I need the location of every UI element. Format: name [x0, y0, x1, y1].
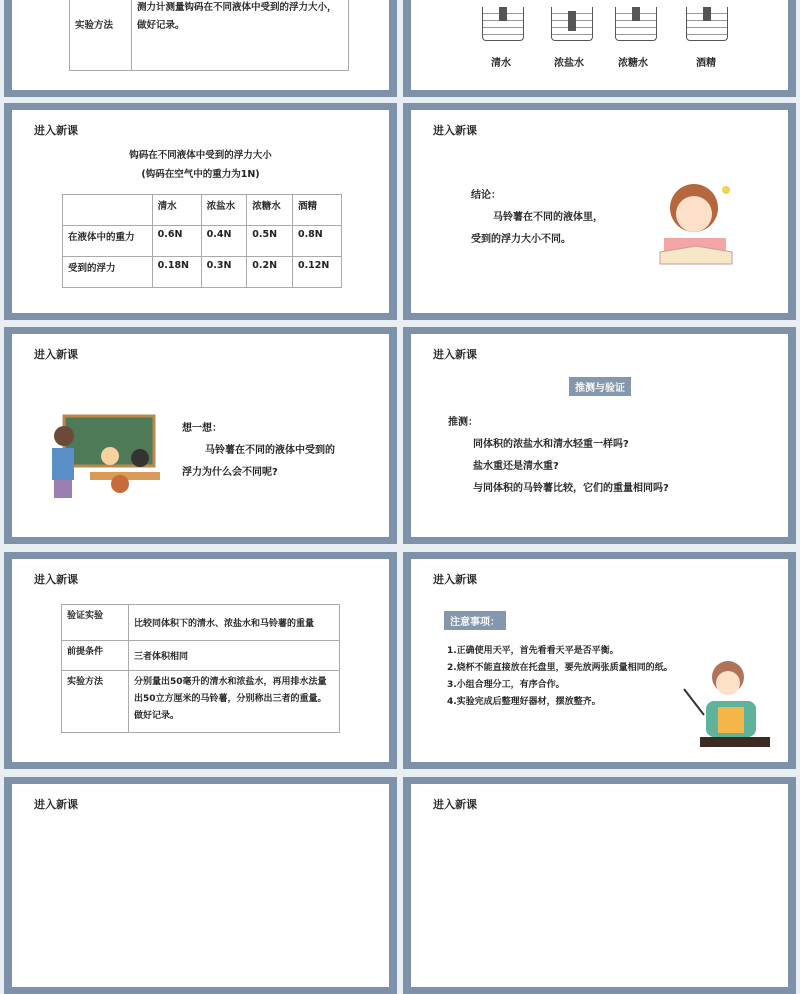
table-title: 钩码在不同液体中受到的浮力大小	[129, 150, 272, 161]
list-item: 3.小组合理分工，有序合作。	[447, 680, 565, 690]
slide-header: 进入新课	[34, 573, 78, 586]
table-row: 在液体中的重力 0.6N 0.4N 0.5N 0.8N	[63, 226, 342, 257]
list-item: 2.烧杯不能直接放在托盘里，要先放两张质量相同的纸。	[447, 663, 673, 673]
table-row: 验证实验 比较同体积下的清水、浓盐水和马铃薯的重量	[62, 605, 340, 641]
slide-thumbnail-1[interactable]	[4, 0, 397, 97]
column-header: 酒精	[292, 195, 341, 226]
liquid-label: 浓糖水	[618, 58, 648, 69]
girl-reading-illustration	[656, 180, 736, 270]
classroom-illustration	[42, 414, 172, 514]
slide-header: 进入新课	[433, 798, 477, 811]
column-header: 清水	[152, 195, 201, 226]
guess-label: 推测：	[448, 417, 478, 428]
column-header: 浓盐水	[201, 195, 247, 226]
slide-thumbnail-2[interactable]	[403, 0, 796, 97]
section-tag: 推测与验证	[569, 377, 631, 396]
list-item: 1.正确使用天平，首先看看天平是否平衡。	[447, 646, 619, 656]
think-line: 浮力为什么会不同呢?	[182, 467, 278, 478]
list-item: 4.实验完成后整理好器材，摆放整齐。	[447, 697, 601, 707]
conclusion-line: 受到的浮力大小不同。	[471, 234, 571, 245]
table-row: 受到的浮力 0.18N 0.3N 0.2N 0.12N	[63, 257, 342, 288]
table-subtitle: (钩码在空气中的重力为1N)	[141, 169, 260, 180]
guess-question: 同体积的浓盐水和清水轻重一样吗?	[473, 439, 629, 450]
slide-thumbnail-10[interactable]	[403, 777, 796, 994]
liquid-label: 酒精	[696, 58, 716, 69]
slide-header: 进入新课	[433, 573, 477, 586]
liquid-label: 清水	[491, 58, 511, 69]
slide-header: 进入新课	[34, 798, 78, 811]
slide-thumbnail-7[interactable]	[4, 552, 397, 769]
column-header: 浓糖水	[247, 195, 293, 226]
slide-thumbnail-8[interactable]	[403, 552, 796, 769]
slide-header: 进入新课	[433, 348, 477, 361]
think-label: 想一想：	[182, 423, 222, 434]
experiment-table	[61, 604, 340, 733]
slide-thumbnail-3[interactable]	[4, 103, 397, 320]
method-table	[69, 0, 349, 71]
liquid-label: 浓盐水	[554, 58, 584, 69]
think-line: 马铃薯在不同的液体中受到的	[205, 445, 335, 456]
beaker-icon	[551, 7, 593, 41]
beaker-icon	[686, 7, 728, 41]
slide-thumbnail-9[interactable]	[4, 777, 397, 994]
teacher-illustration	[676, 659, 776, 759]
table-row: 前提条件 三者体积相同	[62, 641, 340, 671]
method-label: 实验方法	[70, 0, 132, 71]
beaker-icon	[482, 7, 524, 41]
buoyancy-table	[62, 194, 342, 288]
table-row: 实验方法 分别量出50毫升的清水和浓盐水，再用排水法量出50立方厘米的马铃薯，分别称出三者的重量。做好记录。	[62, 671, 340, 733]
slide-thumbnail-6[interactable]	[403, 327, 796, 544]
slide-thumbnail-5[interactable]	[4, 327, 397, 544]
conclusion-label: 结论：	[471, 190, 501, 201]
notice-tag: 注意事项：	[444, 611, 506, 630]
slide-header: 进入新课	[34, 348, 78, 361]
guess-question: 盐水重还是清水重?	[473, 461, 559, 472]
slide-header: 进入新课	[433, 124, 477, 137]
conclusion-line: 马铃薯在不同的液体里，	[493, 212, 603, 223]
beaker-icon	[615, 7, 657, 41]
slide-thumbnail-4[interactable]	[403, 103, 796, 320]
slide-header: 进入新课	[34, 124, 78, 137]
method-text: 测力计测量钩码在不同液体中受到的浮力大小，做好记录。	[132, 0, 349, 71]
guess-question: 与同体积的马铃薯比较，它们的重量相同吗?	[473, 483, 669, 494]
notice-list	[447, 643, 673, 711]
